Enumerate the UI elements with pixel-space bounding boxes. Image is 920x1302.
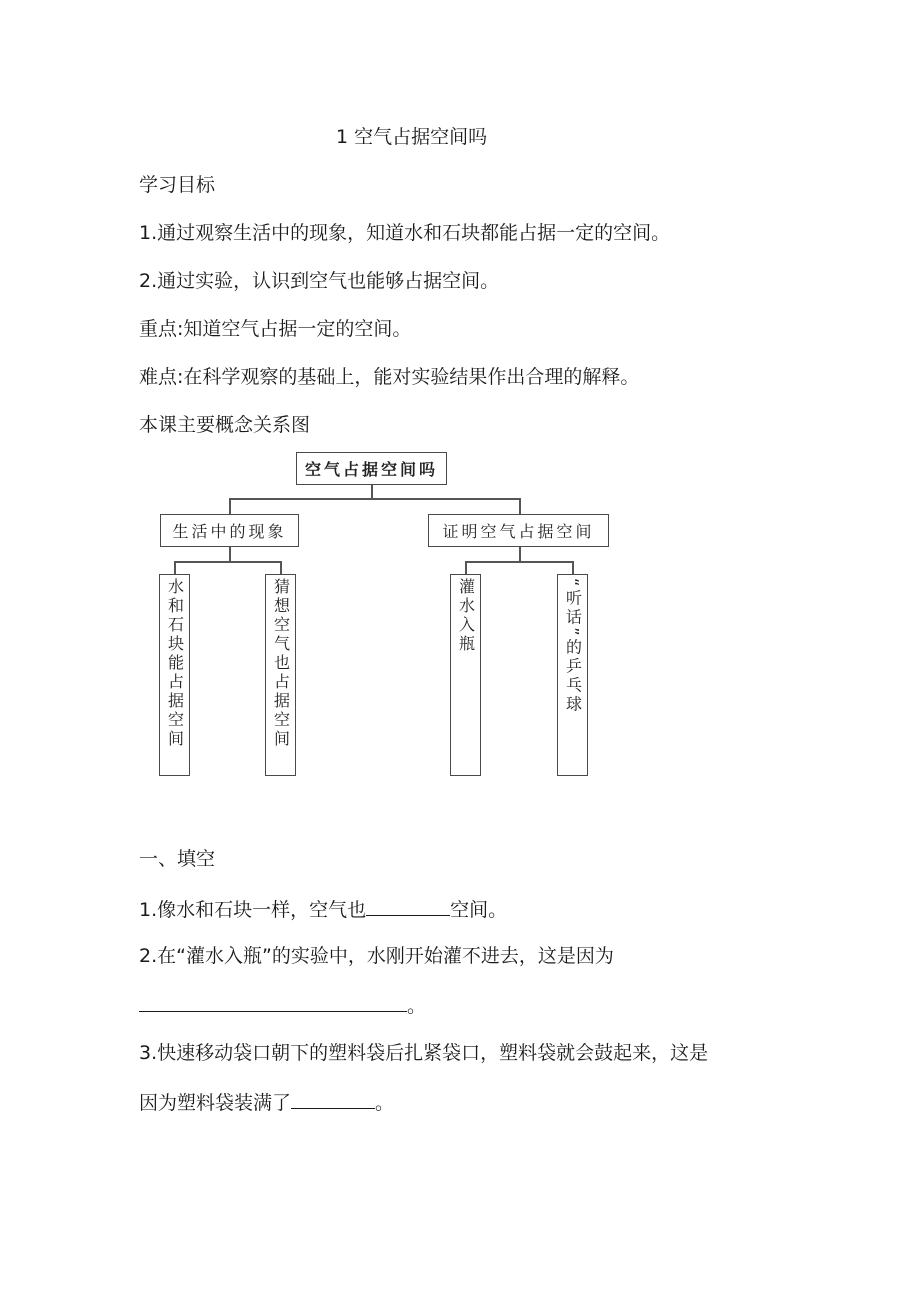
concept-root [296,452,447,485]
question-2-end: 。 [407,995,427,1017]
concept-leaf-4-label: “听话”的乒乓球 [563,578,583,715]
connector-branch-right [519,498,521,515]
connector-root-bar [229,498,520,500]
question-3-text: 3.快速移动袋口朝下的塑料袋后扎紧袋口，塑料袋就会鼓起来，这是 [139,1042,709,1064]
concept-root-label: 空气占据空间吗 [304,460,438,479]
connector-right-stem [519,546,521,562]
connector-left-bar [174,561,281,563]
concept-leaf-2-label: 猜想空气也占据空间 [271,578,291,749]
question-1-text-after: 空间。 [450,899,508,921]
connector-root-stem [371,484,373,499]
objective-item-2: 2.通过实验，认识到空气也能够占据空间。 [139,270,500,292]
answer-blank-3[interactable] [291,1088,375,1109]
question-2-text: 2.在“灌水入瓶”的实验中，水刚开始灌不进去，这是因为 [139,945,614,967]
concept-branch-right-label: 证明空气占据空间 [442,522,595,541]
question-3-text-2: 因为塑料袋装满了 [139,1092,292,1114]
page-title: 1 空气占据空间吗 [336,126,488,148]
exercise-heading: 一、填空 [139,848,216,870]
connector-leaf-3 [465,561,467,575]
concept-leaf-2 [265,574,296,776]
difficult-point: 难点:在科学观察的基础上，能对实验结果作出合理的解释。 [139,366,640,388]
question-3-line-2 [139,1088,394,1116]
connector-leaf-4 [572,561,574,575]
objective-item-1: 1.通过观察生活中的现象，知道水和石块都能占据一定的空间。 [139,222,671,244]
concept-branch-left [160,514,299,547]
connector-right-bar [465,561,573,563]
connector-leaf-1 [174,561,176,575]
question-2 [139,943,781,969]
concept-branch-right [428,514,609,547]
concept-leaf-1 [159,574,190,776]
connector-leaf-2 [280,561,282,575]
question-1 [139,895,507,923]
concept-branch-left-label: 生活中的现象 [172,522,287,541]
key-point: 重点:知道空气占据一定的空间。 [139,318,412,340]
concept-leaf-3 [450,574,481,776]
question-1-text-before: 1.像水和石块一样，空气也 [139,899,367,921]
answer-blank-2[interactable] [139,991,407,1012]
concept-leaf-1-label: 水和石块能占据空间 [165,578,185,749]
connector-left-stem [229,546,231,562]
connector-branch-left [229,498,231,515]
question-3-end: 。 [375,1092,395,1114]
concept-leaf-4 [557,574,588,776]
question-3-line-1 [139,1040,781,1066]
answer-blank-1[interactable] [366,895,450,916]
concept-map-heading: 本课主要概念关系图 [139,414,311,436]
objectives-heading: 学习目标 [139,174,216,196]
concept-leaf-3-label: 灌水入瓶 [456,578,476,654]
question-2-answer-line [139,991,426,1019]
